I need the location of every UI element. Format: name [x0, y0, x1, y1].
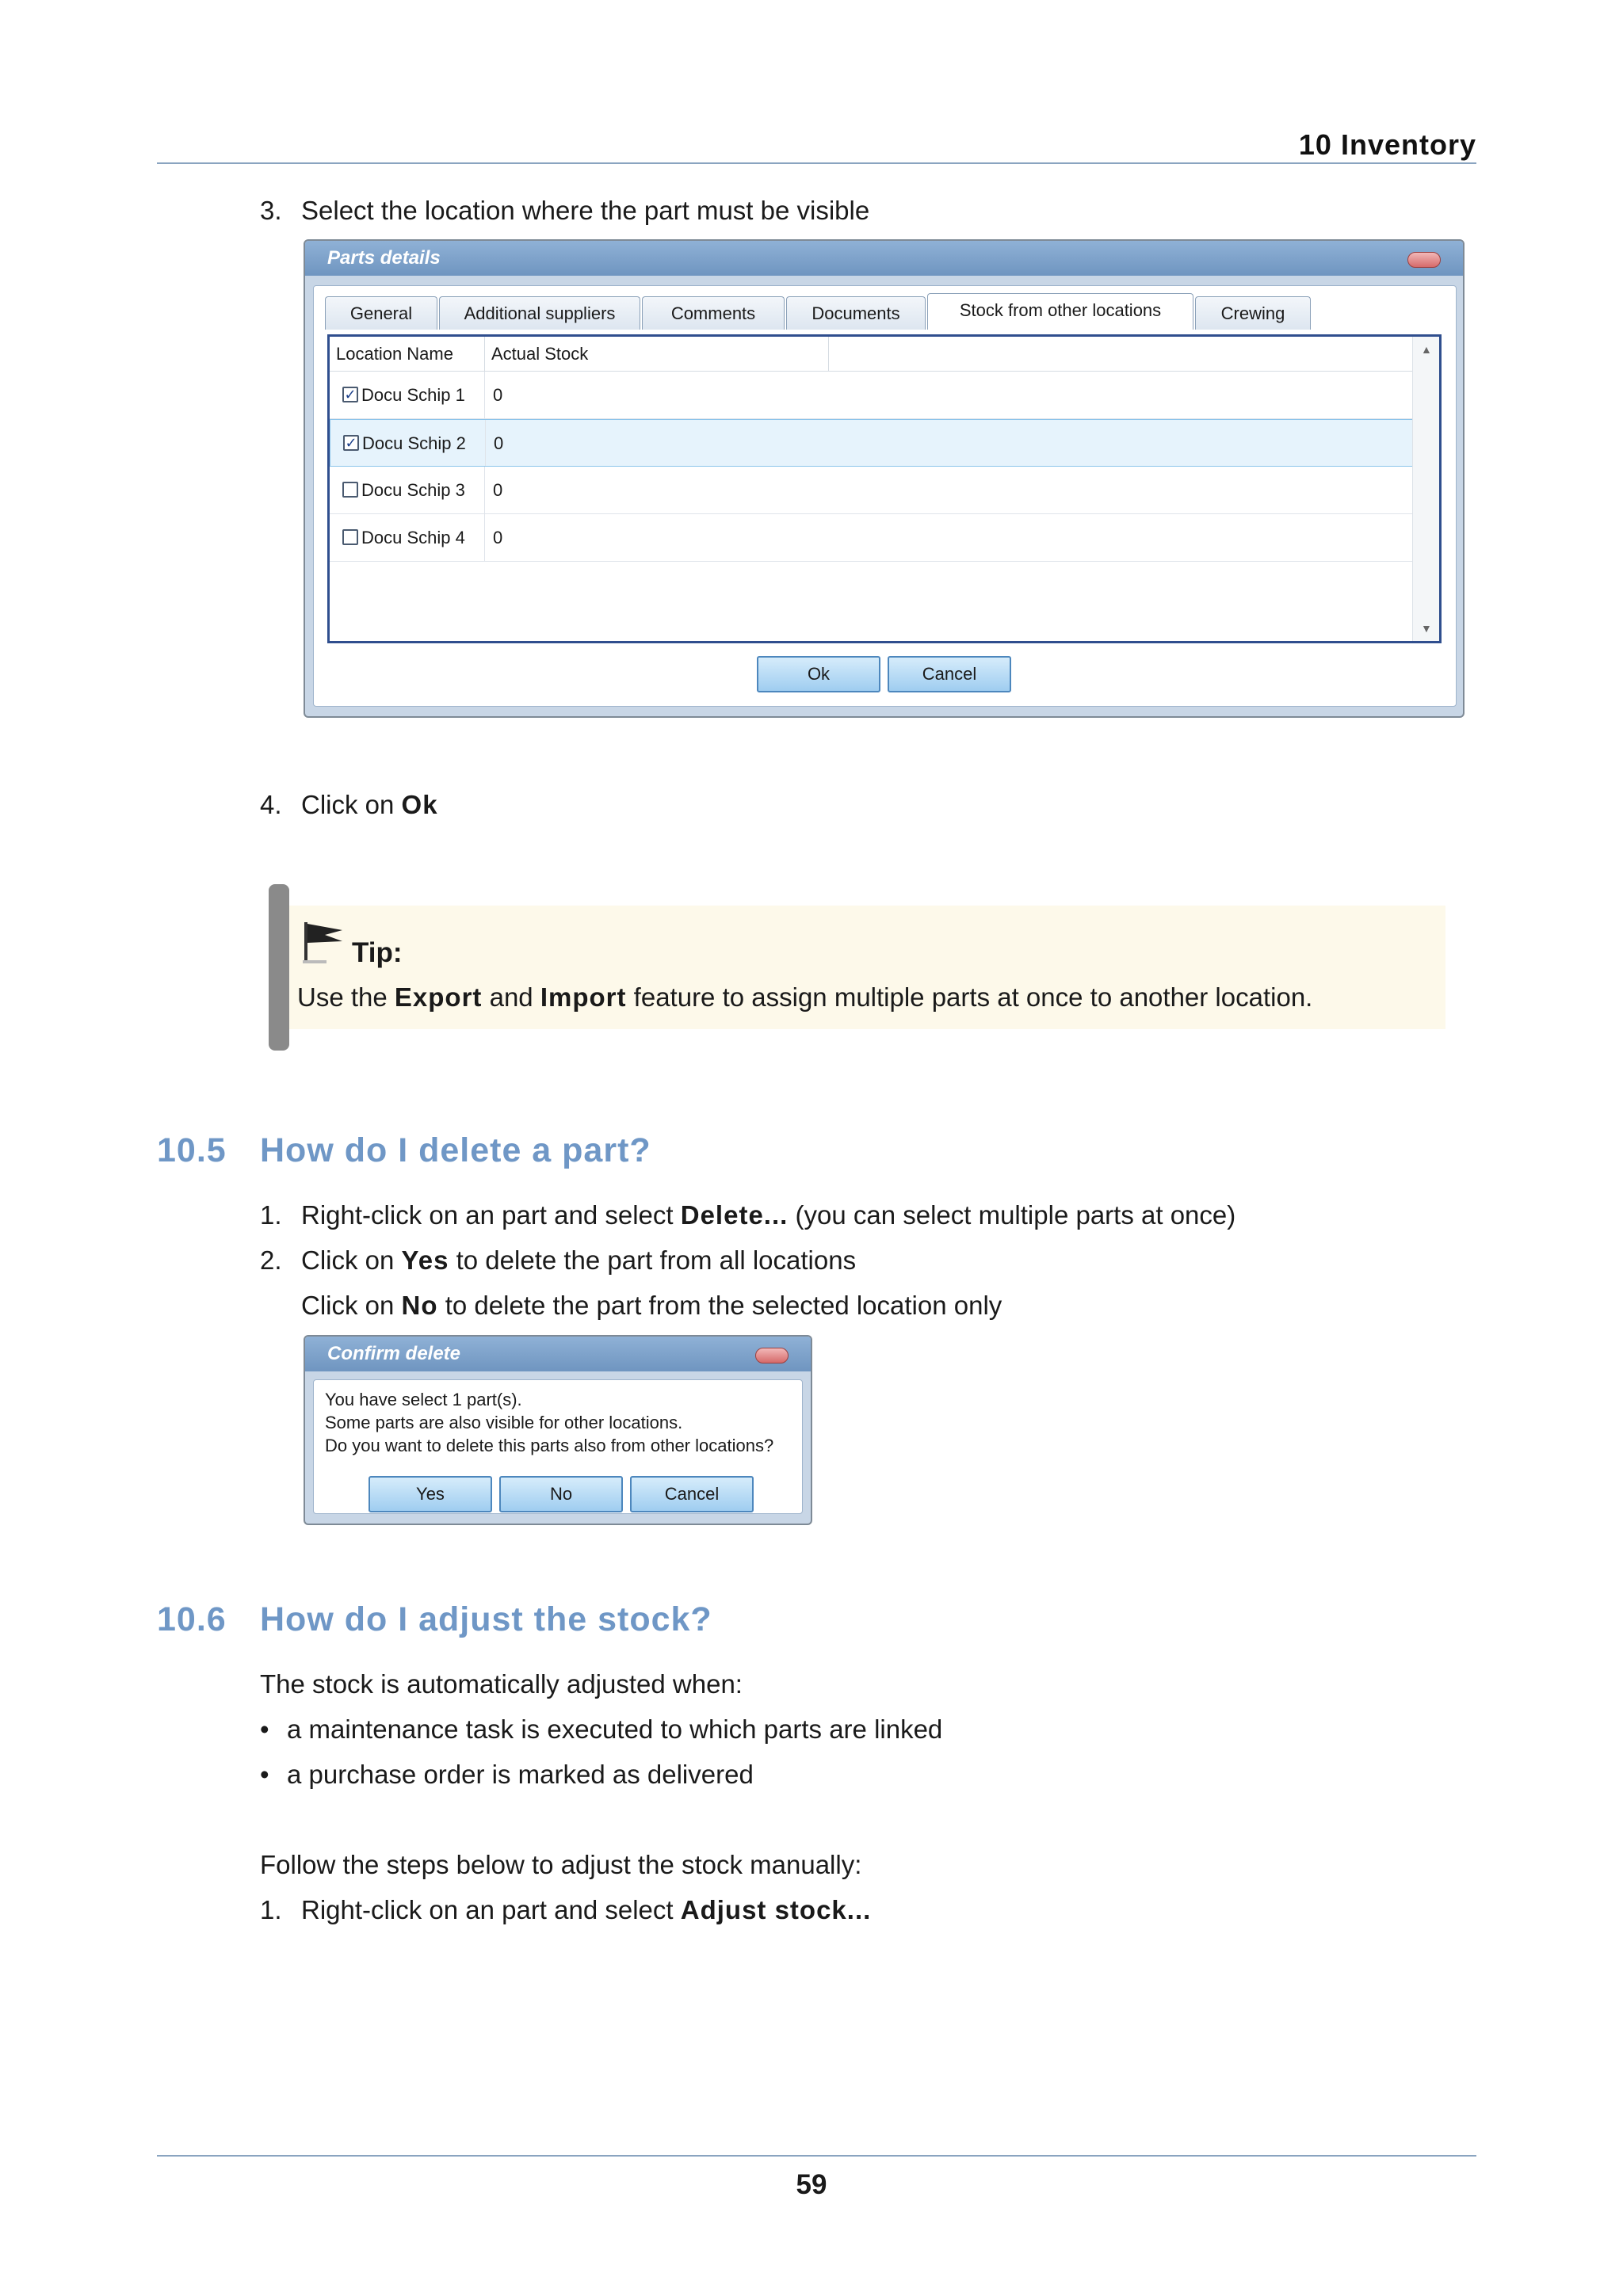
step-text-plain: to delete the part from all locations — [449, 1245, 857, 1275]
stock-cell: 0 — [493, 385, 503, 405]
step-text-plain: Click on — [301, 1291, 402, 1320]
location-cell — [330, 420, 486, 466]
keyword-no: No — [401, 1291, 438, 1320]
section-number: 10.5 — [157, 1131, 227, 1169]
cancel-button[interactable]: Cancel — [888, 656, 1011, 692]
tip-side-bar — [269, 884, 289, 1051]
step-text — [301, 1244, 856, 1277]
locations-grid — [327, 334, 1442, 643]
keyword-yes: Yes — [401, 1245, 449, 1275]
step-number: 3. — [260, 196, 282, 225]
step-text-plain: (you can select multiple parts at once) — [788, 1200, 1236, 1230]
location-name: Docu Schip 3 — [361, 480, 465, 500]
stock-cell: 0 — [494, 433, 504, 453]
tip-text-part: Use the — [297, 982, 395, 1012]
tip-label: Tip: — [352, 937, 403, 968]
stock-cell: 0 — [493, 528, 503, 547]
bullet-text: a purchase order is marked as delivered — [287, 1760, 754, 1789]
chapter-header: 10 Inventory — [1298, 128, 1476, 161]
ok-button[interactable]: Ok — [757, 656, 880, 692]
grid-scrollbar[interactable] — [1412, 337, 1439, 641]
location-name: Docu Schip 2 — [362, 433, 466, 453]
cancel-button[interactable]: Cancel — [630, 1476, 754, 1512]
step-text — [301, 788, 438, 822]
step-text-plain: Right-click on an part and select — [301, 1200, 681, 1230]
section-title: How do I adjust the stock? — [260, 1600, 712, 1638]
section-heading-10-5 — [157, 1131, 651, 1170]
step-text — [301, 1199, 1235, 1232]
page-number: 59 — [796, 2169, 827, 2200]
yes-button[interactable]: Yes — [369, 1476, 492, 1512]
tab-documents[interactable]: Documents — [786, 296, 926, 330]
flag-icon — [301, 917, 349, 965]
bullet-item — [260, 1758, 754, 1791]
grid-row[interactable] — [330, 372, 1415, 419]
dialog-title: Confirm delete — [305, 1337, 811, 1371]
bullet-text: a maintenance task is executed to which parts are linked — [287, 1714, 943, 1744]
tab-general[interactable]: General — [325, 296, 437, 330]
follow-text: Follow the steps below to adjust the stock manually: — [260, 1850, 862, 1879]
location-name: Docu Schip 1 — [361, 385, 465, 405]
scroll-down-icon[interactable]: ▼ — [1421, 622, 1432, 635]
grid-row[interactable] — [330, 514, 1415, 562]
bullet-icon: • — [260, 1760, 269, 1789]
stock-intro: The stock is automatically adjusted when: — [260, 1669, 743, 1699]
step-number: 2. — [260, 1245, 282, 1275]
tip-text — [297, 981, 1312, 1014]
location-checkbox[interactable] — [342, 482, 358, 498]
close-icon[interactable] — [755, 1348, 789, 1363]
step-number: 1. — [260, 1895, 282, 1924]
dialog-title: Parts details — [305, 241, 1463, 276]
stock-cell: 0 — [493, 480, 503, 500]
no-button[interactable]: No — [499, 1476, 623, 1512]
confirm-delete-dialog — [304, 1335, 812, 1525]
location-checkbox[interactable]: ✓ — [342, 387, 358, 402]
column-header-location-name[interactable]: Location Name — [330, 337, 485, 372]
location-cell — [330, 372, 485, 418]
tab-crewing[interactable]: Crewing — [1195, 296, 1311, 330]
tip-text-part: feature to assign multiple parts at once to another location. — [626, 982, 1313, 1012]
footer-rule — [157, 2155, 1476, 2157]
keyword-delete: Delete... — [680, 1200, 789, 1230]
step-number: 1. — [260, 1200, 282, 1230]
grid-row[interactable] — [330, 467, 1415, 514]
parts-details-dialog — [304, 239, 1465, 718]
tip-text-part: and — [482, 982, 540, 1012]
header-rule — [157, 162, 1476, 164]
location-cell — [330, 467, 485, 513]
message-line: Do you want to delete this parts also from other locations? — [325, 1436, 774, 1455]
step-text-plain: Click on — [301, 1245, 402, 1275]
column-header-actual-stock[interactable]: Actual Stock — [485, 337, 829, 372]
tab-stock-from-other-locations[interactable]: Stock from other locations — [927, 293, 1193, 330]
message-line: You have select 1 part(s). — [325, 1390, 522, 1409]
confirm-message — [325, 1388, 773, 1457]
bullet-icon: • — [260, 1714, 269, 1744]
step-text-plain: Right-click on an part and select — [301, 1895, 681, 1924]
step-text — [301, 1894, 871, 1927]
location-checkbox[interactable]: ✓ — [343, 435, 359, 451]
section-title: How do I delete a part? — [260, 1131, 651, 1169]
bullet-item — [260, 1713, 942, 1746]
grid-header — [330, 337, 1439, 372]
step-text — [301, 1289, 1002, 1322]
keyword-ok: Ok — [401, 790, 438, 819]
section-number: 10.6 — [157, 1600, 227, 1638]
section-heading-10-6 — [157, 1600, 712, 1639]
step-text: Select the location where the part must be visible — [301, 196, 870, 225]
keyword-import: Import — [540, 982, 627, 1012]
keyword-adjust-stock: Adjust stock... — [680, 1895, 872, 1924]
grid-row-selected[interactable] — [330, 419, 1415, 467]
scroll-up-icon[interactable]: ▲ — [1421, 343, 1432, 356]
keyword-export: Export — [394, 982, 483, 1012]
tab-additional-suppliers[interactable]: Additional suppliers — [439, 296, 640, 330]
location-name: Docu Schip 4 — [361, 528, 465, 547]
step-number: 4. — [260, 790, 282, 819]
step-text-plain: to delete the part from the selected location only — [437, 1291, 1002, 1320]
location-checkbox[interactable] — [342, 529, 358, 545]
message-line: Some parts are also visible for other locations. — [325, 1413, 683, 1432]
tab-comments[interactable]: Comments — [642, 296, 785, 330]
close-icon[interactable] — [1407, 252, 1441, 268]
step-text-plain: Click on — [301, 790, 402, 819]
location-cell — [330, 514, 485, 561]
